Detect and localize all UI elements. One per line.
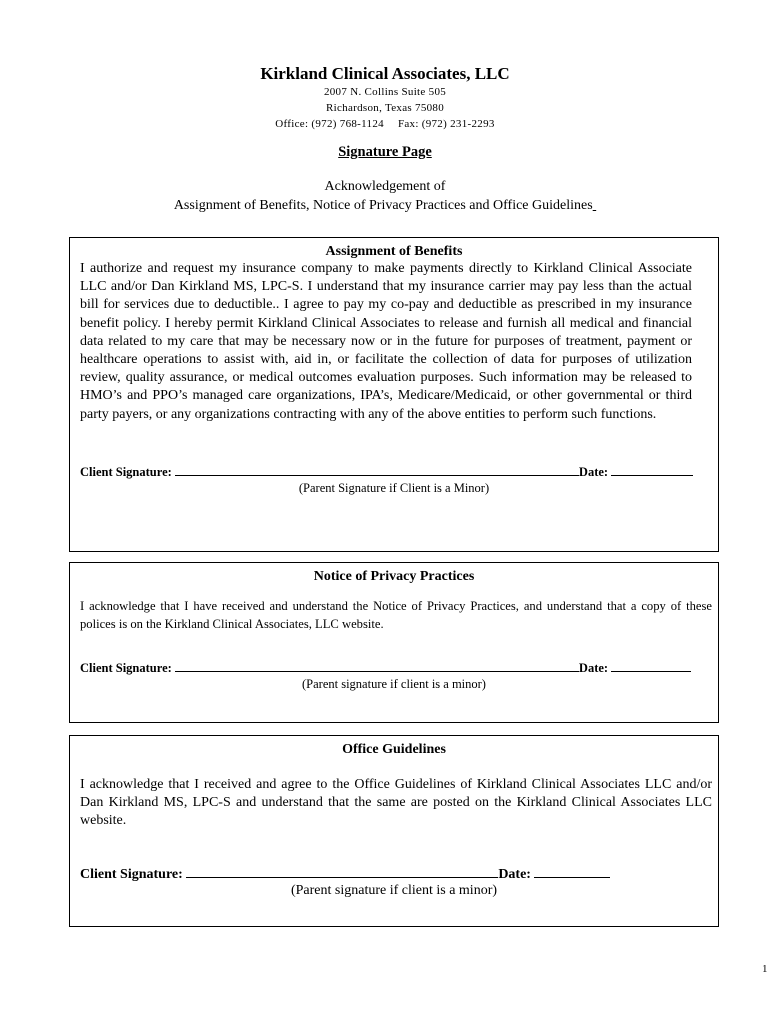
acknowledgement-heading <box>0 177 770 215</box>
client-signature-label: Client Signature: <box>80 866 183 882</box>
signature-row <box>80 660 718 676</box>
page-number: 1 <box>762 963 768 975</box>
acknowledgement-line-1: Acknowledgement of <box>324 179 446 194</box>
date-label: Date: <box>578 661 609 675</box>
date-field[interactable] <box>611 660 691 672</box>
date-label: Date: <box>578 464 609 479</box>
section-title: Office Guidelines <box>342 742 446 757</box>
date-field[interactable] <box>534 866 610 878</box>
address-line-1: 2007 N. Collins Suite 505 <box>323 86 447 98</box>
notice-of-privacy-practices-section <box>69 562 719 723</box>
signature-row <box>80 866 718 883</box>
assignment-of-benefits-section <box>69 237 719 552</box>
office-phone: Office: (972) 768-1124 <box>275 118 384 130</box>
letterhead <box>0 62 770 132</box>
office-guidelines-section <box>69 735 719 927</box>
client-signature-label: Client Signature: <box>80 464 172 479</box>
date-label: Date: <box>498 866 531 882</box>
section-body: I acknowledge that I have received and understand the Notice of Privacy Practices, and understand that a copy of these polices is on the Kirkland Clinical Associates, LLC website. <box>80 599 712 631</box>
client-signature-field[interactable] <box>175 464 579 476</box>
contact-line <box>0 116 770 132</box>
company-name: Kirkland Clinical Associates, LLC <box>260 64 510 83</box>
fax-number: Fax: (972) 231-2293 <box>397 118 495 130</box>
signature-caption: (Parent signature if client is a minor) <box>302 677 486 691</box>
signature-row <box>80 464 718 480</box>
client-signature-field[interactable] <box>175 660 579 672</box>
section-title: Assignment of Benefits <box>325 244 463 259</box>
section-body: I acknowledge that I received and agree to the Office Guidelines of Kirkland Clinical Associates LLC and/or Dan Kirkland MS, LPC-S and understand that the same are posted on the Kirkland Clinical Associates LLC website. <box>80 777 712 829</box>
client-signature-field[interactable] <box>186 866 498 878</box>
date-field[interactable] <box>611 464 693 476</box>
acknowledgement-line-2: Assignment of Benefits, Notice of Privacy Practices and Office Guidelines <box>173 198 593 213</box>
address-line-2: Richardson, Texas 75080 <box>325 102 445 114</box>
signature-caption: (Parent signature if client is a minor) <box>290 882 498 898</box>
signature-caption: (Parent Signature if Client is a Minor) <box>298 480 490 495</box>
section-title: Notice of Privacy Practices <box>313 569 475 584</box>
client-signature-label: Client Signature: <box>80 661 172 675</box>
section-body: I authorize and request my insurance company to make payments directly to Kirkland Clinical Associate LLC and/or Dan Kirkland MS, LPC-S. I understand that my insurance carrier may pay less than the actual bill for services due to deductible.. I agree to pay my co-pay and deductible as prescribed in my insurance benefit policy. I hereby permit Kirkland Clinical Associates to release and furnish all medical and financial data related to my care that may be necessary now or in the future for purposes of treatment, payment or healthcare operations to assist with, aid in, or facilitate the collection of data for purposes of utilization review, quality assurance, or medical outcomes evaluation purposes. Such information may be released to HMO’s and PPO’s managed care organizations, IPA’s, Medicare/Medicaid, or other governmental or third party payers, or any organizations contracting with any of the above entities to perform such functions. <box>80 261 692 422</box>
page-title: Signature Page <box>338 144 432 160</box>
